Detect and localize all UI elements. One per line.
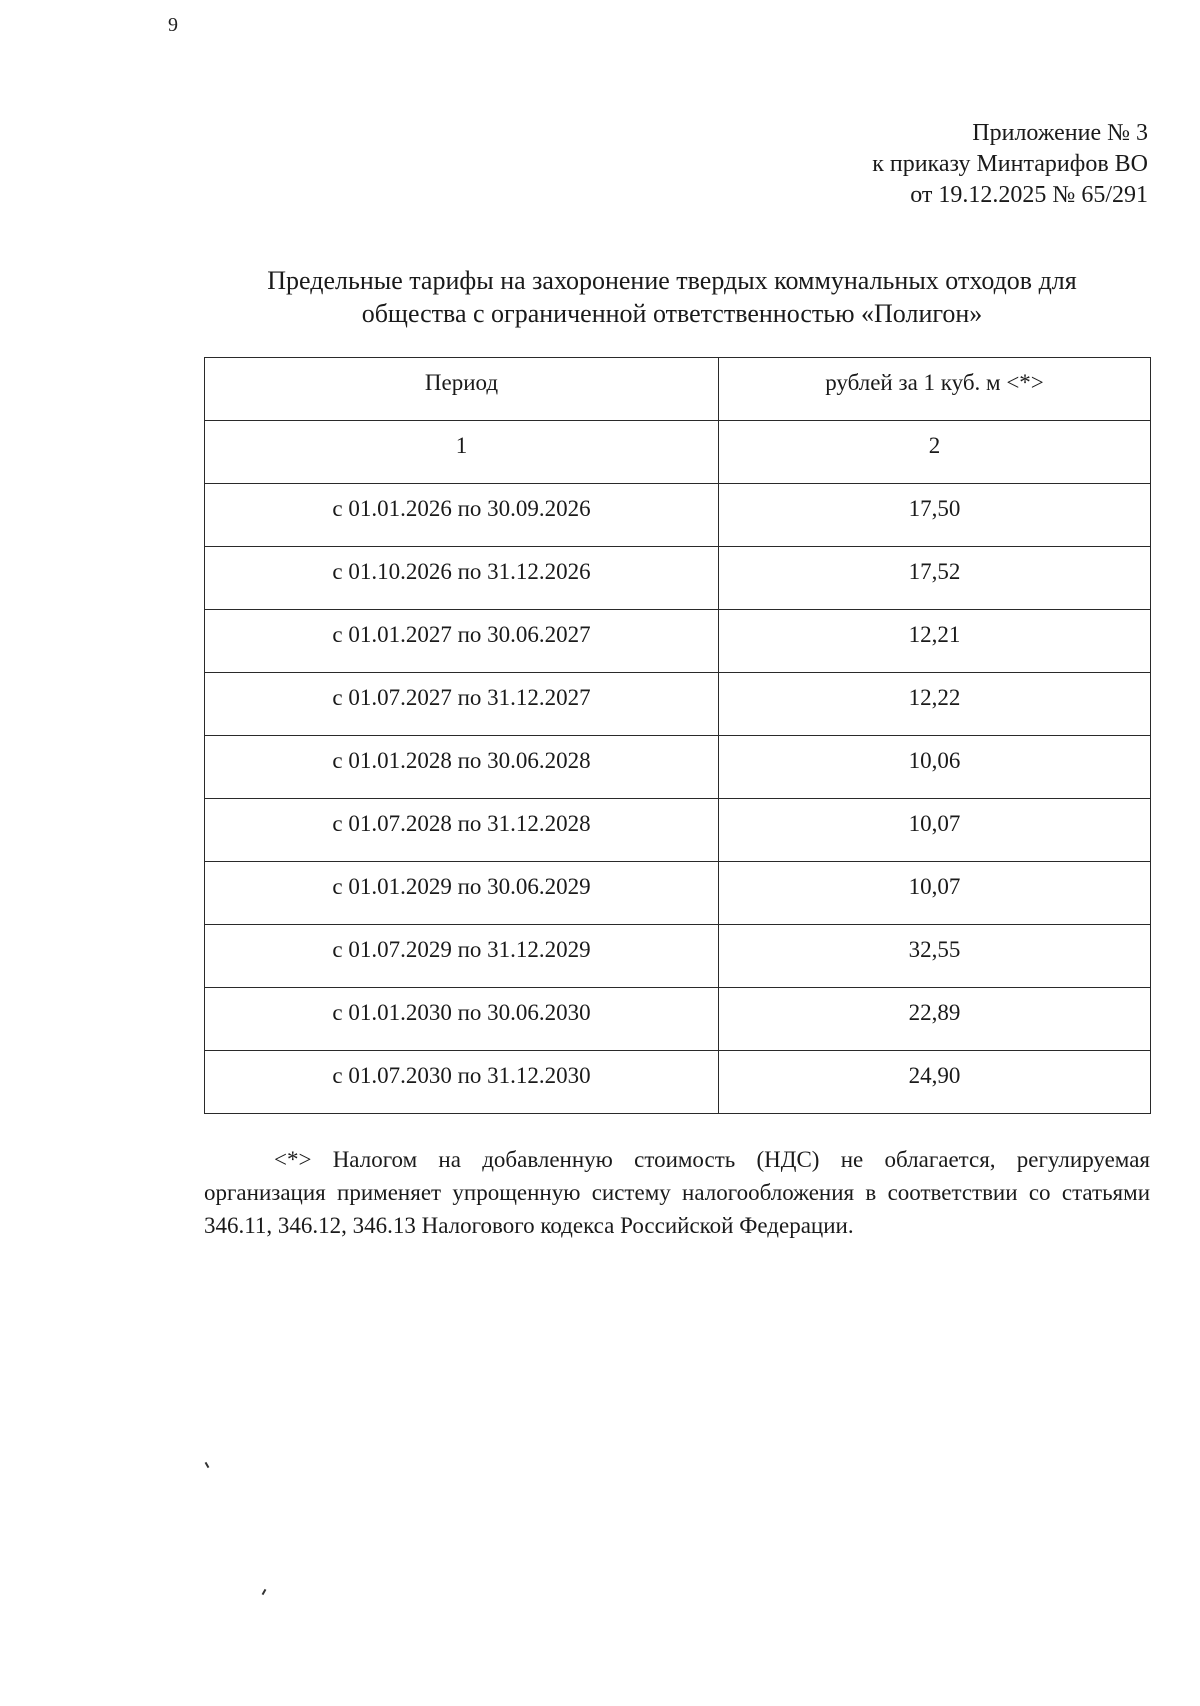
tariff-table xyxy=(204,357,1151,1114)
period-cell: с 01.01.2027 по 30.06.2027 xyxy=(205,610,719,673)
price-cell: 24,90 xyxy=(719,1051,1151,1114)
period-cell: с 01.01.2029 по 30.06.2029 xyxy=(205,862,719,925)
table-row xyxy=(205,736,1151,799)
appendix-date: от 19.12.2025 № 65/291 xyxy=(910,182,1148,208)
appendix-order: к приказу Минтарифов ВО xyxy=(872,151,1148,177)
scan-speck xyxy=(205,1462,210,1468)
table-row xyxy=(205,988,1151,1051)
period-cell: с 01.01.2030 по 30.06.2030 xyxy=(205,988,719,1051)
period-cell: с 01.07.2030 по 31.12.2030 xyxy=(205,1051,719,1114)
table-header-row xyxy=(205,358,1151,421)
period-cell: с 01.10.2026 по 31.12.2026 xyxy=(205,547,719,610)
period-cell: с 01.01.2026 по 30.09.2026 xyxy=(205,484,719,547)
period-cell: с 01.07.2028 по 31.12.2028 xyxy=(205,799,719,862)
price-cell: 10,07 xyxy=(719,799,1151,862)
margin-mark: 9 xyxy=(168,14,178,36)
document-title xyxy=(204,264,1140,330)
period-cell: с 01.01.2028 по 30.06.2028 xyxy=(205,736,719,799)
appendix-reference xyxy=(872,118,1148,211)
price-cell: 12,21 xyxy=(719,610,1151,673)
price-cell: 32,55 xyxy=(719,925,1151,988)
title-line-2: общества с ограниченной ответственностью «Полигон» xyxy=(361,299,983,328)
header-period: Период xyxy=(205,358,719,421)
scan-speck xyxy=(262,1589,267,1595)
title-line-1: Предельные тарифы на захоронение твердых коммунальных отходов для xyxy=(267,266,1077,295)
price-cell: 17,50 xyxy=(719,484,1151,547)
column-number-2: 2 xyxy=(719,421,1151,484)
table-row xyxy=(205,610,1151,673)
price-cell: 10,07 xyxy=(719,862,1151,925)
period-cell: с 01.07.2027 по 31.12.2027 xyxy=(205,673,719,736)
table-row xyxy=(205,862,1151,925)
column-number-1: 1 xyxy=(205,421,719,484)
table-row xyxy=(205,925,1151,988)
table-row xyxy=(205,799,1151,862)
appendix-number: Приложение № 3 xyxy=(972,120,1148,146)
header-price: рублей за 1 куб. м <*> xyxy=(719,358,1151,421)
table-row xyxy=(205,673,1151,736)
price-cell: 17,52 xyxy=(719,547,1151,610)
price-cell: 12,22 xyxy=(719,673,1151,736)
footnote-text: <*> Налогом на добавленную стоимость (НДС) не облагается, регулируемая организация применяет упрощенную систему налогообложения в соответствии со статьями 346.11, 346.12, 346.13 Налогового кодекса Российской Федерации. xyxy=(204,1147,1150,1238)
price-cell: 10,06 xyxy=(719,736,1151,799)
footnote xyxy=(204,1143,1150,1242)
table-row xyxy=(205,484,1151,547)
table-row xyxy=(205,547,1151,610)
period-cell: с 01.07.2029 по 31.12.2029 xyxy=(205,925,719,988)
table-row xyxy=(205,1051,1151,1114)
table-column-numbers-row xyxy=(205,421,1151,484)
price-cell: 22,89 xyxy=(719,988,1151,1051)
